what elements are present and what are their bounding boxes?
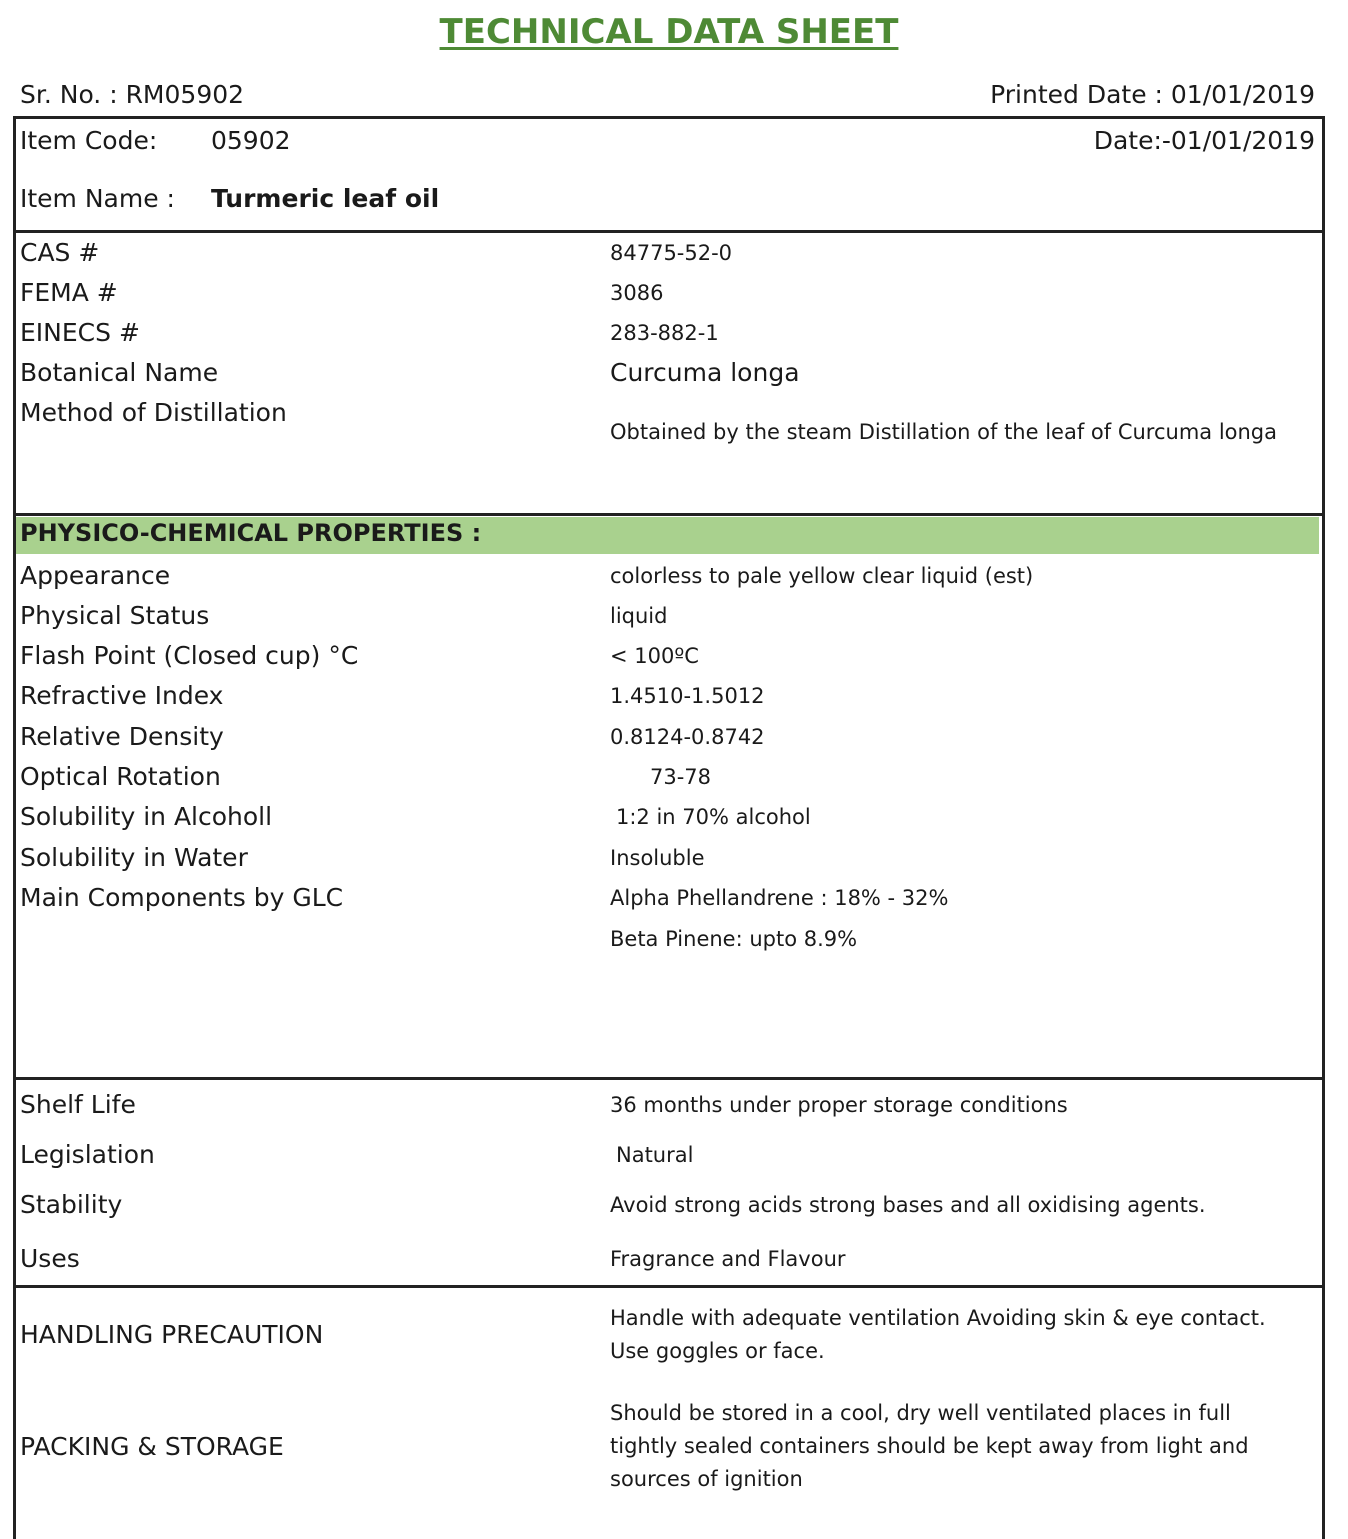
id-value: Obtained by the steam Distillation of the leaf of Curcuma longa [610,420,1278,444]
id-label: EINECS # [20,318,140,347]
property-label: Relative Density [20,722,224,751]
id-value: Curcuma longa [610,358,800,387]
storage-value: Should be stored in a cool, dry well ventilated places in full tightly sealed containers should be kept away from light and sources of ignition [610,1401,1249,1491]
general-value: Avoid strong acids strong bases and all oxidising agents. [610,1193,1206,1217]
property-label: Optical Rotation [20,762,221,791]
divider [13,513,1322,516]
general-label: Legislation [20,1140,155,1169]
property-value: Alpha Phellandrene : 18% - 32% [610,886,949,910]
general-value: Fragrance and Flavour [610,1247,846,1271]
property-label: Main Components by GLC [20,883,344,912]
property-label: Physical Status [20,601,210,630]
physico-heading: PHYSICO-CHEMICAL PROPERTIES : [20,519,482,547]
general-label: Uses [20,1244,80,1273]
divider [13,1077,1322,1080]
item-code-label: Item Code: [20,126,158,155]
property-value: Beta Pinene: upto 8.9% [610,927,858,951]
property-value: 73-78 [650,765,712,789]
property-value: 1:2 in 70% alcohol [616,805,811,829]
serial-number: Sr. No. : RM05902 [20,80,245,109]
property-label: Solubility in Water [20,843,248,872]
document-title: TECHNICAL DATA SHEET [439,12,899,52]
storage-label: PACKING & STORAGE [20,1432,284,1461]
general-value: Natural [616,1143,694,1167]
item-date: Date:-01/01/2019 [1093,126,1315,155]
divider [13,230,1322,233]
item-code-value: 05902 [211,126,291,155]
property-label: Flash Point (Closed cup) °C [20,641,359,670]
general-value: 36 months under proper storage conditions [610,1093,1068,1117]
id-label: CAS # [20,238,100,267]
item-name-value: Turmeric leaf oil [211,184,440,213]
property-value: Insoluble [610,846,705,870]
handling-label: HANDLING PRECAUTION [20,1320,324,1349]
general-label: Shelf Life [20,1090,136,1119]
id-value: 283-882-1 [610,321,719,345]
property-value: < 100ºC [610,644,699,668]
property-value: 1.4510-1.5012 [610,684,765,708]
property-label: Solubility in Alcoholl [20,802,273,831]
divider [13,1285,1322,1288]
handling-value: Handle with adequate ventilation Avoiding skin & eye contact. Use goggles or face. [610,1306,1266,1363]
id-label: Method of Distillation [20,398,287,427]
property-label: Appearance [20,561,171,590]
printed-date: Printed Date : 01/01/2019 [990,80,1315,109]
id-label: FEMA # [20,278,118,307]
property-value: 0.8124-0.8742 [610,725,765,749]
property-value: colorless to pale yellow clear liquid (est) [610,564,1034,588]
id-value: 3086 [610,281,664,305]
id-label: Botanical Name [20,358,219,387]
id-value: 84775-52-0 [610,241,733,265]
property-label: Refractive Index [20,681,224,710]
general-label: Stability [20,1190,123,1219]
item-name-label: Item Name : [20,184,175,213]
property-value: liquid [610,604,668,628]
